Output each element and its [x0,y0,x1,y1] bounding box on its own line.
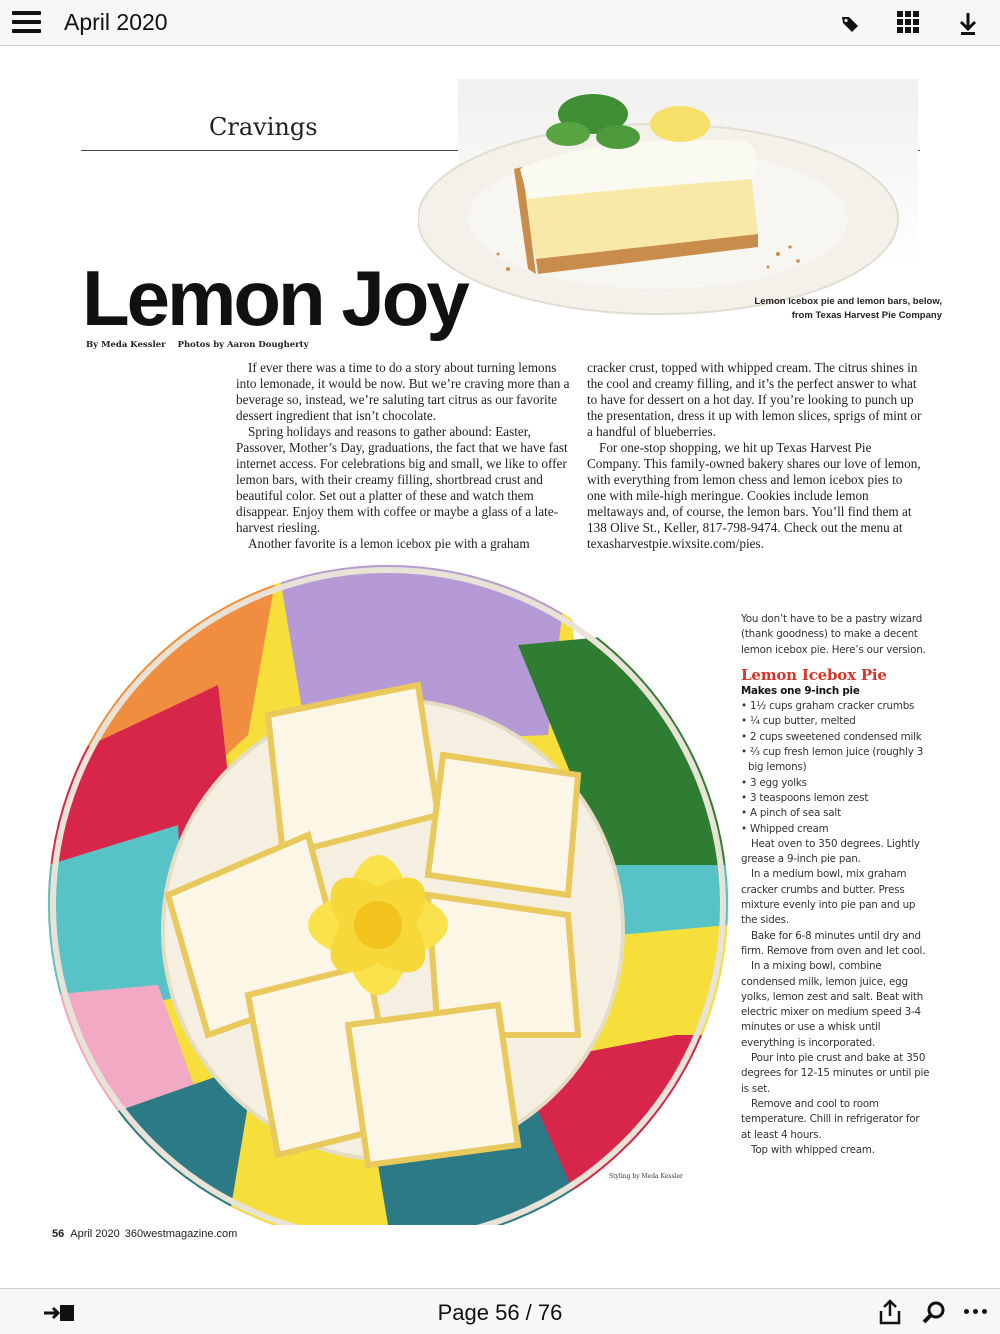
ingredient-item: • 1½ cups graham cracker crumbs [741,699,931,714]
ingredient-list [741,699,931,837]
search-icon[interactable] [920,1299,948,1327]
page-folio: 56 April 2020 360westmagazine.com [52,1228,238,1240]
article-column-2: cracker crust, topped with whipped cream. The citrus shines in the cool and creamy filling, and it’s the perfect answer to what to have for dessert on a hot day. If you’re looking to punch up the presentation, dress it up with lemon slices, sprigs of mint or a handful of blueberries. For one-stop shopping, we hit up Texas Harvest Pie Company. This family-owned bakery shares our love of lemon, with everything from lemon chess and lemon icebox pies to one with mile-high meringue. Cookies include lemon meltaways and, of course, the lemon bars. You’ll find them at 138 Olive St., Keller, 817-798-9474. Check out the menu at texasharvestpie.wixsite.com/pies. [587,360,922,551]
ingredient-item: • A pinch of sea salt [741,806,931,821]
grid-icon[interactable] [897,11,919,33]
ingredient-item: • 3 egg yolks [741,776,931,791]
share-icon[interactable] [876,1299,904,1327]
recipe-step: In a mixing bowl, combine condensed milk, lemon juice, egg yolks, lemon zest and salt. Beat with electric mixer on medium speed 3-4 minutes or use a whisk until everything is incorporated. [741,960,924,1049]
photo-caption: Lemon icebox pie and lemon bars, below, from Texas Harvest Pie Company [754,296,942,321]
ingredient-item: • 3 teaspoons lemon zest [741,791,931,806]
styling-credit: Styling by Meda Kessler [609,1173,683,1180]
issue-title: April 2020 [64,9,168,35]
byline: By Meda Kessler Photos by Aaron Dougherty [86,340,309,350]
more-icon[interactable] [962,1309,990,1317]
top-toolbar [0,0,1000,46]
lemon-pie-photo [418,79,918,319]
ingredient-item: • Whipped cream [741,822,931,837]
recipe-step: In a medium bowl, mix graham cracker crumbs and butter. Press mixture evenly into pie pan and up the sides. [741,868,916,927]
page-indicator: Page 56 / 76 [437,1300,563,1325]
lemon-bars-photo [48,565,728,1225]
recipe-step: Top with whipped cream. [751,1143,875,1156]
section-rule [81,150,465,151]
recipe-step: Remove and cool to room temperature. Chill in refrigerator for at least 4 hours. [741,1097,920,1141]
recipe-intro: You don’t have to be a pastry wizard (thank goodness) to make a decent lemon icebox pie. Here’s our version. [741,613,926,656]
recipe-step: Pour into pie crust and bake at 350 degrees for 12-15 minutes or until pie is set. [741,1052,930,1095]
article-column-1: If ever there was a time to do a story about turning lemons into lemonade, it would be now. But we’re craving more than a beverage so, instead, we’re saluting tart citrus as our favorite dessert ingredient that isn’t chocolate. Spring holidays and reasons to gather abound: Easter, Passover, Mother’s Day, graduations, the fact that we have fast internet access. For celebrations big and small, we like to offer lemon bars, with their creamy filling, shortbread crust and beautiful color. Set out a platter of these and watch them disappear. Enjoy them with coffee or maybe a glass of a late-harvest riesling. Another favorite is a lemon icebox pie with a graham [236,360,570,551]
recipe-steps [741,837,931,1158]
headline: Lemon Joy [82,254,467,342]
menu-icon[interactable] [12,10,42,36]
tag-icon[interactable] [840,14,868,42]
recipe-title: Lemon Icebox Pie [741,665,887,684]
recipe-step: Heat oven to 350 degrees. Lightly grease a 9-inch pie pan. [741,837,920,866]
recipe-sidebar [741,612,931,1158]
bottom-toolbar [0,1288,1000,1334]
magazine-page [0,47,1000,1287]
ingredient-item: • 2 cups sweetened condensed milk [741,730,931,745]
section-label: Cravings [209,113,318,141]
ingredient-item: • ⅔ cup fresh lemon juice (roughly 3 big lemons) [741,745,931,776]
recipe-step: Bake for 6-8 minutes until dry and firm. Remove from oven and let cool. [741,929,926,957]
download-icon[interactable] [956,10,984,38]
ingredient-item: • ¼ cup butter, melted [741,714,931,729]
recipe-yield: Makes one 9-inch pie [741,684,860,697]
